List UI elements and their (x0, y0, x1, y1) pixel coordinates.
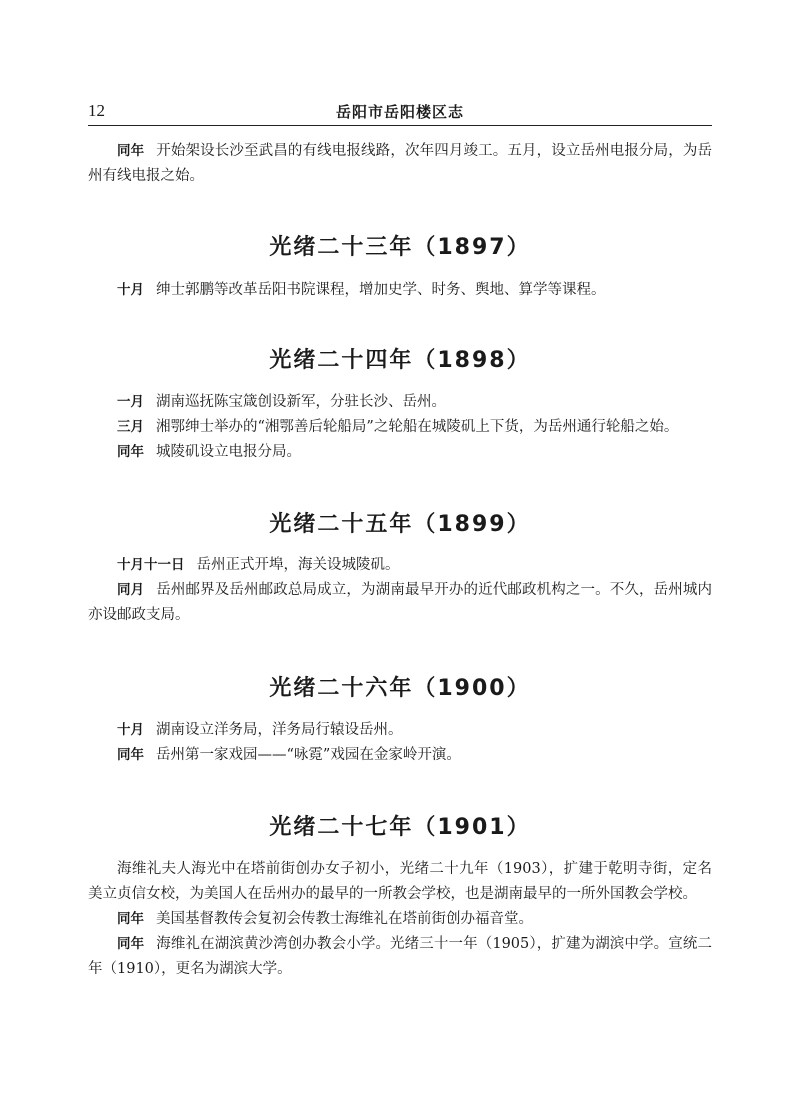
entry (88, 578, 712, 628)
section-title: 光绪二十四年（1898） (269, 348, 531, 373)
entry (88, 932, 712, 982)
entry-text: 海维礼在湖滨黄沙湾创办教会小学。光绪三十一年（1905），扩建为湖滨中学。宣统二年（1910），更名为湖滨大学。 (88, 936, 712, 977)
entry (88, 139, 712, 189)
section-title: 光绪二十五年（1899） (269, 512, 531, 537)
entry-date: 一月 (117, 394, 144, 410)
entry (88, 718, 712, 743)
entry-text: 岳州正式开埠，海关设城陵矶。 (196, 557, 400, 573)
entry-date: 十月 (117, 282, 144, 298)
entry-date: 同年 (117, 747, 144, 763)
section-title: 光绪二十三年（1897） (269, 235, 531, 260)
section-entries (88, 278, 712, 303)
section-entries (88, 857, 712, 982)
entry-text: 海维礼夫人海光中在塔前街创办女子初小，光绪二十九年（1903），扩建于乾明寺街，定名美立贞信女校，为美国人在岳州办的最早的一所教会学校，也是湖南最早的一所外国教会学校。 (88, 861, 712, 902)
page-body (88, 139, 712, 982)
entry-date: 同月 (117, 582, 145, 598)
entry-date: 同年 (117, 143, 145, 159)
entry-text: 岳州第一家戏园——“咏霓”戏园在金家岭开演。 (156, 747, 461, 763)
running-header (88, 95, 712, 126)
entry (88, 857, 712, 907)
entry-text: 城陵矶设立电报分局。 (156, 444, 301, 460)
section-title: 光绪二十七年（1901） (269, 815, 531, 840)
entry-text: 绅士郭鹏等改革岳阳书院课程，增加史学、时务、舆地、算学等课程。 (156, 282, 606, 298)
entry-date: 同年 (117, 444, 144, 460)
entry-date: 三月 (117, 419, 144, 435)
entry-text: 湘鄂绅士举办的“湘鄂善后轮船局”之轮船在城陵矶上下货，为岳州通行轮船之始。 (156, 419, 679, 435)
entry (88, 390, 712, 415)
section-entries (88, 553, 712, 628)
entry-date: 同年 (117, 911, 144, 927)
entry-text: 美国基督教传会复初会传教士海维礼在塔前街创办福音堂。 (156, 911, 533, 927)
entry (88, 440, 712, 465)
entry-text: 湖南巡抚陈宝箴创设新军，分驻长沙、岳州。 (156, 394, 446, 410)
page-number: 12 (88, 101, 105, 120)
section-entries (88, 718, 712, 768)
entry (88, 553, 712, 578)
entry (88, 743, 712, 768)
entry (88, 278, 712, 303)
section-entries (88, 390, 712, 465)
entry-text: 岳州邮界及岳州邮政总局成立，为湖南最早开办的近代邮政机构之一。不久，岳州城内亦设邮政支局。 (88, 582, 713, 623)
entry-text: 湖南设立洋务局，洋务局行辕设岳州。 (156, 722, 403, 738)
entry (88, 415, 712, 440)
entry-date: 同年 (117, 936, 145, 952)
entry-text: 开始架设长沙至武昌的有线电报线路，次年四月竣工。五月，设立岳州电报分局，为岳州有线电报之始。 (88, 143, 713, 184)
section-title: 光绪二十六年（1900） (269, 676, 531, 701)
entry-date: 十月 (117, 722, 144, 738)
entry (88, 907, 712, 932)
book-title: 岳阳市岳阳楼区志 (335, 103, 464, 121)
entry-date: 十月十一日 (117, 557, 185, 573)
